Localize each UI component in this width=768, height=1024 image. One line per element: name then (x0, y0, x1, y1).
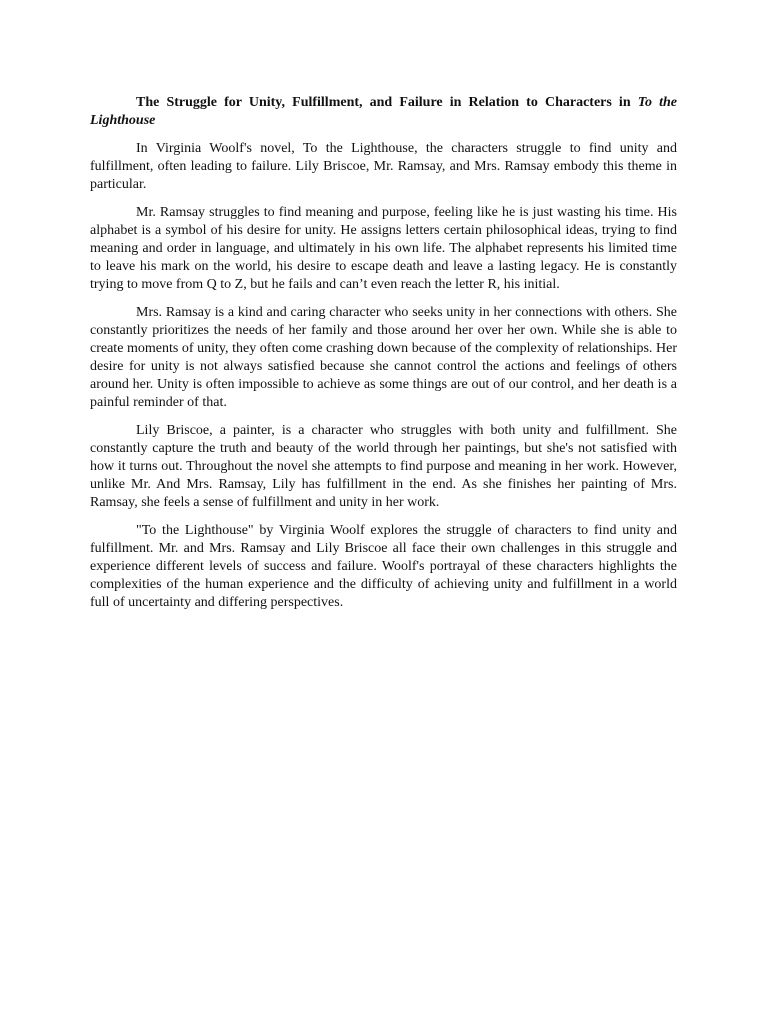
title-italic-text: To the Lighthouse (90, 95, 678, 128)
title-main-text: The Struggle for Unity, Fulfillment, and Failure in Relation to Characters in (136, 95, 638, 110)
paragraph-mr-ramsay: Mr. Ramsay struggles to find meaning and purpose, feeling like he is just wasting his time. His alphabet is a symbol of his desire for unity. He assigns letters certain philosophical ideas, trying to find meaning and order in language, and ultimately in his own life. The alphabet represents his limited time to leave his mark on the world, his desire to escape death and leave a lasting legacy. He is constantly trying to move from Q to Z, but he fails and can’t even reach the letter R, his initial. (90, 205, 677, 292)
paragraph-intro: In Virginia Woolf's novel, To the Lighthouse, the characters struggle to find unity and fulfillment, often leading to failure. Lily Briscoe, Mr. Ramsay, and Mrs. Ramsay embody this theme in particular. (90, 141, 677, 192)
document-title (90, 94, 677, 130)
document-page (90, 94, 677, 622)
paragraph-conclusion: "To the Lighthouse" by Virginia Woolf explores the struggle of characters to find unity and fulfillment. Mr. and Mrs. Ramsay and Lily Briscoe all face their own challenges in this struggle and experience different levels of success and failure. Woolf's portrayal of these characters highlights the complexities of the human experience and the difficulty of achieving unity and fulfillment in a world full of uncertainty and differing perspectives. (90, 523, 677, 610)
paragraph-mrs-ramsay: Mrs. Ramsay is a kind and caring character who seeks unity in her connections with others. She constantly prioritizes the needs of her family and those around her over her own. While she is able to create moments of unity, they often come crashing down because of the complexity of relationships. Her desire for unity is not always satisfied because she cannot control the actions and feelings of others around her. Unity is often impossible to achieve as some things are out of our control, and her death is a painful reminder of that. (90, 305, 677, 410)
paragraph-lily-briscoe: Lily Briscoe, a painter, is a character who struggles with both unity and fulfillment. She constantly capture the truth and beauty of the world through her paintings, but she's not satisfied with how it turns out. Throughout the novel she attempts to find purpose and meaning in her work. However, unlike Mr. And Mrs. Ramsay, Lily has fulfillment in the end. As she finishes her painting of Mrs. Ramsay, she feels a sense of fulfillment and unity in her work. (90, 423, 677, 510)
